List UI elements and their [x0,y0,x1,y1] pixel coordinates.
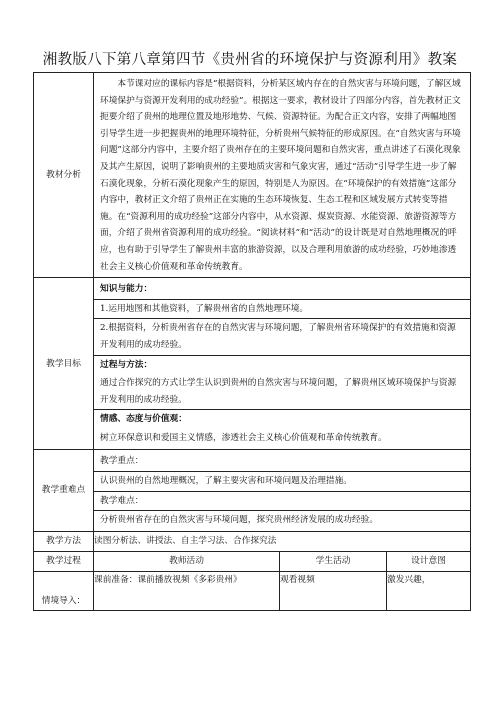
label-methods: 教学方法 [34,531,94,551]
goals-item-1: 1.运用地图和其他资料，了解贵州省的自然地理环境。 [94,299,470,319]
goals-content [94,278,471,450]
goals-attitude-text: 树立环保意识和爱国主义情感，渗透社会主义核心价值观和革命传统教育。 [100,432,387,443]
keypoints-content [94,450,471,531]
keypoints-heading-difficulty: 教学难点： [94,491,470,511]
keypoints-difficulty-text: 分析贵州省存在的自然灾害与环境问题，探究贵州经济发展的成功经验。 [94,510,470,531]
lesson-plan-table [33,72,471,611]
row-process-intro [34,571,471,610]
keypoints-focus-text: 认识贵州的自然地理概况，了解主要灾害和环境问题及治理措施。 [94,471,470,491]
analysis-content [94,73,471,278]
row-process-header [34,551,471,571]
methods-text: 读图分析法、讲授法、自主学习法、合作探究法 [94,531,471,551]
intro-teacher-activity: 课前准备：课前播放视频《多彩贵州》 [94,571,280,610]
label-analysis: 教材分析 [34,73,94,278]
analysis-text: 本节课对应的课标内容是“根据资料，分析某区域内存在的自然灾害与环境问题，了解区域环境保护与资源开发利用的成功经验”。根据这一要求，教材设计了四部分内容，首先教材正文扼要介绍了贵州的地理位置及地形地势、气候、资源特征。为配合正文内容，安排了两幅地图引导学生进一步把握贵州的地理环境特征，分析贵州气候特征的形成原因。在“自然灾害与环境问题”这部分内容中，主要介绍了贵州存在的主要环境问题和自然灾害，重点讲述了石漠化现象及其产生原因，说明了影响贵州的主要地质灾害和气象灾害，通过“活动”引导学生进一步了解石漠化现象，分析石漠化现象产生的原因，特别是人为原因。在“环境保护的有效措施”这部分内容中，教材正文介绍了贵州正在实施的生态环境恢复、生态工程和区域发展方式转变等措施。在“资源利用的成功经验”这部分内容中，从水资源、煤炭资源、水能资源、旅游资源等方面，介绍了贵州省资源利用的成功经验。“阅读材料”和“活动”的设计既是对自然地理概况的呼应，也有助于引导学生了解贵州丰富的旅游资源，以及合理利用旅游的成功经验，巧妙地渗透社会主义核心价值观和革命传统教育。 [100,79,461,272]
goals-process-text: 通过合作探究的方式让学生认识到贵州的自然灾害与环境问题，了解贵州区域环境保护与资源开发利用的成功经验。 [100,378,457,405]
row-methods [34,531,471,551]
document-title: 湘教版八下第八章第四节《贵州省的环境保护与资源利用》教案 [42,52,458,68]
col-teacher-activity: 教师活动 [94,551,280,571]
keypoints-heading-focus: 教学重点： [100,456,144,467]
label-process: 教学过程 [34,551,94,571]
goals-heading-process: 过程与方法： [94,355,470,375]
label-intro: 情境导入： [34,571,94,610]
row-analysis [34,73,471,278]
intro-student-activity: 观看视频 [280,571,387,610]
row-keypoints [34,450,471,531]
goals-heading-knowledge: 知识与能力： [100,284,153,295]
col-student-activity: 学生活动 [280,551,387,571]
goals-item-2: 2.根据资料，分析贵州省存在的自然灾害与环境问题，了解贵州省环境保护的有效措施和资源开发利用的成功经验。 [94,318,470,354]
col-design-intent: 设计意图 [387,551,471,571]
label-keypoints: 教学重难点 [34,450,94,531]
row-goals [34,278,471,450]
label-goals: 教学目标 [34,278,94,450]
intro-design-intent: 激发兴趣， [387,571,471,610]
goals-heading-attitude: 情感、态度与价值观： [94,409,470,429]
